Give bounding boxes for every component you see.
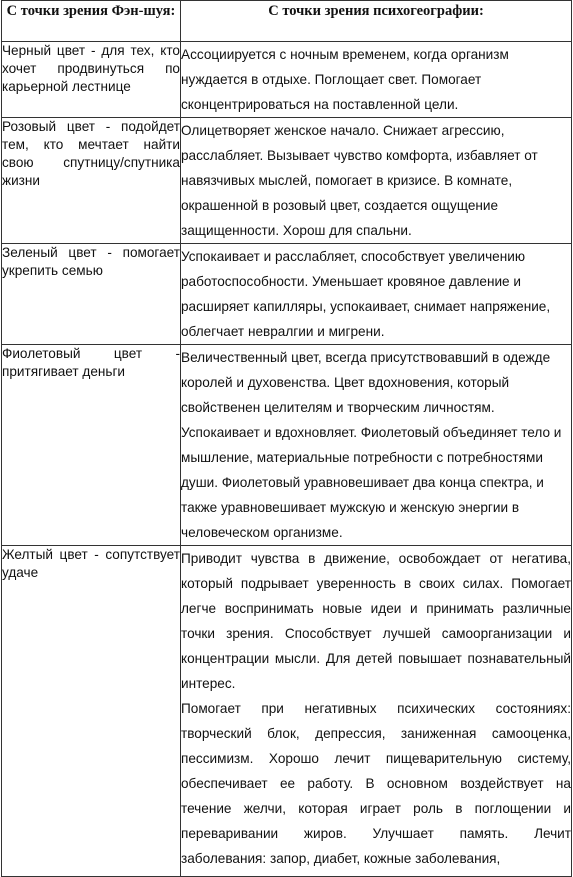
cell-psychogeography-yellow [181,546,572,877]
table-row [2,546,572,877]
cell-fengshui-black: Черный цвет - для тех, кто хочет продвинуться по карьерной лестнице [2,42,181,118]
paragraph: Успокаивает и расслабляет, способствует увеличению работоспособности. Уменьшает кровяное давление и расширяет капилляры, успокаивает, снимает напряжение, облегчает невралгии и мигрени. [181,249,551,339]
paragraph: Величественный цвет, всегда присутствовавший в одежде королей и духовенства. Цвет вдохновения, который свойственен целителям и творческим личностям. Успокаивает и вдохновляет. Фиолетовый объединяет тело и мышление, материальные потребности с потребностями души. Фиолетовый уравновешивает два конца спектра, и также уравновешивает мужскую и женскую энергии в человеческом организме. [181,350,562,540]
cell-psychogeography-pink [181,118,572,244]
paragraph: Олицетворяет женское начало. Снижает агрессию, расслабляет. Вызывает чувство комфорта, избавляет от навязчивых мыслей, помогает в кризисе. В комнате, окрашенной в розовый цвет, создается ощущение защищенности. Хорош для спальни. [181,123,538,238]
cell-fengshui-violet: Фиолетовый цвет - притягивает деньги [2,345,181,546]
header-fengshui [2,1,181,42]
cell-psychogeography-violet [181,345,572,546]
header-row [2,1,572,42]
table-row [2,118,572,244]
cell-psychogeography-black [181,42,572,118]
cell-psychogeography-green [181,244,572,345]
cell-fengshui-pink: Розовый цвет - подойдет тем, кто мечтает найти свою спутницу/спутника жизни [2,118,181,244]
paragraph: Помогает при негативных психических состояниях: творческий блок, депрессия, заниженная самооценка, пессимизм. Хорошо лечит пищеварительную систему, обеспечивает ее работу. В основном воздействует на течение желчи, которая играет роль в поглощении и переваривании жиров. Улучшает память. Лечит заболевания: запор, диабет, кожные заболевания, [181,701,571,866]
table-row [2,244,572,345]
paragraph: Приводит чувства в движение, освобождает от негатива, который подрывает уверенность в своих силах. Помогает легче воспринимать новые идеи и принимать различные точки зрения. Способствует лучшей самоорганизации и концентрации мысли. Для детей повышает познавательный интерес. [181,551,571,691]
cell-fengshui-green: Зеленый цвет - помогает укрепить семью [2,244,181,345]
table-row [2,345,572,546]
header-fengshui-text: С точки зрения Фэн-шуя: [6,3,176,19]
cell-fengshui-yellow: Желтый цвет - сопутствует удаче [2,546,181,877]
paragraph: Ассоциируется с ночным временем, когда организм нуждается в отдыхе. Поглощает свет. Помогает сконцентрироваться на поставленной цели. [181,47,509,112]
header-psychogeography-text: С точки зрения психогеографии: [268,3,484,19]
color-comparison-table [1,0,572,877]
table-row [2,42,572,118]
header-psychogeography [181,1,572,42]
